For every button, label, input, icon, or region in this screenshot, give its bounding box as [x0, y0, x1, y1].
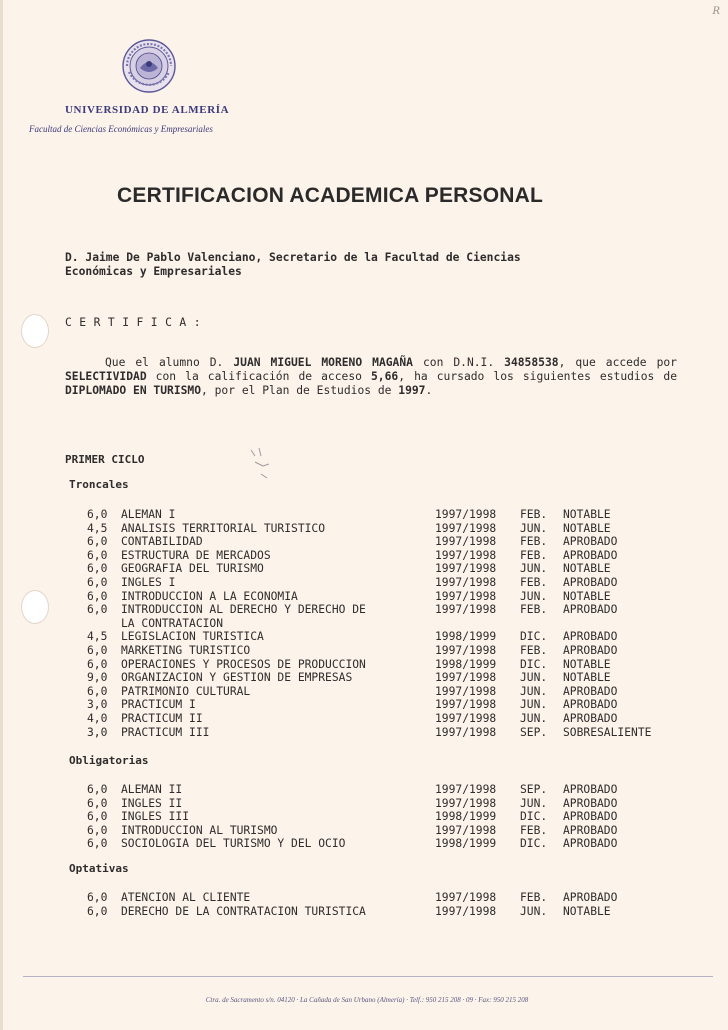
subject-grade: APROBADO: [563, 603, 618, 617]
subject-session: FEB.: [520, 508, 548, 521]
subject-credits: 6,0: [87, 783, 108, 796]
subject-credits: 3,0: [87, 725, 108, 739]
subject-session: SEP.: [520, 783, 548, 796]
section-heading: Optativas: [69, 862, 129, 875]
corner-note: R: [712, 6, 720, 17]
subject-name: ALEMAN II: [121, 783, 183, 796]
subject-credits: 6,0: [87, 810, 108, 824]
subject-credits: 9,0: [87, 671, 108, 685]
subject-grade: APROBADO: [563, 810, 618, 824]
subject-name: INGLES I: [121, 576, 176, 589]
subject-name: CONTABILIDAD: [121, 535, 203, 549]
subject-credits: 6,0: [87, 603, 108, 617]
subject-name: MARKETING TURISTICO: [121, 644, 251, 657]
subject-name: INTRODUCCION AL DERECHO Y DERECHO DE: [121, 603, 366, 617]
subject-year: 1997/1998: [435, 603, 497, 617]
secretary-statement: [65, 251, 685, 279]
footer-address: Ctra. de Sacramento s/n. 04120 · La Cañada de San Urbano (Almería) · Telf.: 950 215 208 · 09 · Fax: 950 215 208: [205, 996, 529, 1004]
intro-text: , que accede por: [558, 356, 677, 369]
subject-name: INGLES III: [121, 810, 190, 824]
subject-session: FEB.: [520, 823, 548, 837]
subject-year: 1997/1998: [435, 891, 497, 904]
intro-text: , ha cursado los siguientes estudios de: [398, 370, 677, 384]
subject-session: JUN.: [520, 904, 548, 918]
handwritten-mark-icon: [241, 444, 281, 488]
subject-name: PRACTICUM III: [121, 725, 210, 739]
intro-text: con la calificación de acceso: [146, 370, 371, 384]
punch-hole: [21, 314, 49, 348]
subject-year: 1997/1998: [435, 904, 497, 918]
subject-name: INTRODUCCION A LA ECONOMIA: [121, 589, 298, 603]
subject-year: 1997/1998: [435, 644, 497, 657]
subject-year: 1997/1998: [435, 548, 497, 562]
subject-credits: 4,5: [87, 630, 108, 644]
subject-session: FEB.: [520, 576, 548, 589]
subject-grade: APROBADO: [563, 837, 618, 851]
university-seal-icon: [121, 38, 177, 94]
subject-year: 1997/1998: [435, 725, 497, 739]
subject-grade: APROBADO: [563, 823, 618, 837]
subject-session: JUN.: [520, 712, 548, 725]
subject-year: 1998/1999: [435, 630, 497, 644]
subject-name: PATRIMONIO CULTURAL: [121, 684, 251, 698]
subject-grade: APROBADO: [563, 684, 618, 698]
subject-credits: 6,0: [87, 548, 108, 562]
subject-year: 1997/1998: [435, 671, 497, 685]
university-name: UNIVERSIDAD DE ALMERÍA: [65, 104, 230, 116]
footer-divider: [23, 976, 713, 977]
intro-text: .: [425, 384, 433, 398]
subject-credits: 4,0: [87, 712, 108, 725]
subject-grade: APROBADO: [563, 630, 618, 644]
subject-session: FEB.: [520, 535, 548, 549]
subject-year: 1997/1998: [435, 684, 497, 698]
subject-session: FEB.: [520, 644, 548, 657]
subject-session: SEP.: [520, 725, 548, 739]
page-title: CERTIFICACION ACADEMICA PERSONAL: [117, 184, 544, 207]
access-route: SELECTIVIDAD: [65, 370, 147, 384]
subject-name: ANALISIS TERRITORIAL TURISTICO: [121, 521, 326, 535]
secretary-line: Económicas y Empresariales: [65, 265, 242, 278]
intro-text: Que el alumno D.: [104, 356, 234, 369]
subject-session: DIC.: [520, 810, 548, 824]
subject-grade: NOTABLE: [563, 562, 611, 576]
subject-year: 1997/1998: [435, 562, 497, 576]
subject-credits: 6,0: [87, 837, 108, 851]
subject-year: 1998/1999: [435, 837, 497, 851]
subject-year: 1997/1998: [435, 576, 497, 589]
subject-session: FEB.: [520, 603, 548, 617]
punch-hole: [21, 590, 49, 624]
subject-credits: 6,0: [87, 904, 108, 918]
subject-session: JUN.: [520, 796, 548, 810]
subject-session: FEB.: [520, 548, 548, 562]
subject-session: FEB.: [520, 891, 548, 904]
subject-credits: 6,0: [87, 796, 108, 810]
subject-credits: 3,0: [87, 698, 108, 712]
subject-year: 1997/1998: [435, 698, 497, 712]
subject-grade: APROBADO: [563, 535, 618, 549]
subject-session: JUN.: [520, 671, 548, 685]
subject-name: PRACTICUM II: [121, 712, 203, 725]
subject-year: 1997/1998: [435, 783, 497, 796]
subject-credits: 6,0: [87, 823, 108, 837]
subject-year: 1998/1999: [435, 810, 497, 824]
subject-session: JUN.: [520, 684, 548, 698]
subject-name: SOCIOLOGIA DEL TURISMO Y DEL OCIO: [121, 837, 346, 851]
subject-credits: 6,0: [87, 657, 108, 671]
subject-name: INGLES II: [121, 796, 183, 810]
subject-grade: APROBADO: [563, 783, 618, 796]
subject-name: ALEMAN I: [121, 508, 176, 521]
degree-name: DIPLOMADO EN TURISMO: [65, 384, 202, 398]
subject-credits: 6,0: [87, 535, 108, 549]
subject-year: 1997/1998: [435, 521, 497, 535]
subject-year: 1997/1998: [435, 823, 497, 837]
certification-paragraph: [65, 356, 677, 399]
plan-year: 1997: [398, 384, 426, 398]
subject-grade: APROBADO: [563, 576, 618, 589]
subject-name: INTRODUCCION AL TURISMO: [121, 823, 278, 837]
cycle-heading: PRIMER CICLO: [65, 453, 145, 466]
subject-session: JUN.: [520, 562, 548, 576]
subject-grade: SOBRESALIENTE: [563, 725, 652, 739]
subject-name: GEOGRAFIA DEL TURISMO: [121, 562, 264, 576]
subject-grade: APROBADO: [563, 698, 618, 712]
subject-session: JUN.: [520, 698, 548, 712]
section-heading: Troncales: [69, 478, 129, 491]
subject-credits: 6,0: [87, 576, 108, 589]
subject-year: 1997/1998: [435, 589, 497, 603]
subject-grade: APROBADO: [563, 891, 618, 904]
subject-year: 1997/1998: [435, 712, 497, 725]
student-name: JUAN MIGUEL MORENO MAGAÑA: [233, 356, 413, 369]
subject-grade: APROBADO: [563, 644, 618, 657]
subject-session: JUN.: [520, 589, 548, 603]
subject-grade: NOTABLE: [563, 508, 611, 521]
subject-grade: APROBADO: [563, 712, 618, 725]
subject-year: 1998/1999: [435, 657, 497, 671]
subject-credits: 6,0: [87, 589, 108, 603]
access-grade: 5,66: [371, 370, 399, 384]
secretary-line: D. Jaime De Pablo Valenciano, Secretario de la Facultad de Ciencias: [65, 251, 521, 264]
faculty-name: Facultad de Ciencias Económicas y Empresariales: [29, 124, 213, 134]
subject-name: ORGANIZACION Y GESTION DE EMPRESAS: [121, 671, 353, 685]
subject-credits: 6,0: [87, 644, 108, 657]
intro-text: con D.N.I.: [412, 356, 505, 369]
subject-name: LA CONTRATACION: [121, 616, 224, 630]
subject-name: PRACTICUM I: [121, 698, 196, 712]
subject-year: 1997/1998: [435, 508, 497, 521]
subject-grade: NOTABLE: [563, 904, 611, 918]
subject-grade: APROBADO: [563, 548, 618, 562]
subject-credits: 6,0: [87, 891, 108, 904]
subject-name: ESTRUCTURA DE MERCADOS: [121, 548, 271, 562]
subject-grade: NOTABLE: [563, 589, 611, 603]
subject-grade: NOTABLE: [563, 521, 611, 535]
subject-grade: NOTABLE: [563, 671, 611, 685]
subject-name: ATENCION AL CLIENTE: [121, 891, 251, 904]
subject-credits: 4,5: [87, 521, 108, 535]
subject-name: DERECHO DE LA CONTRATACION TURISTICA: [121, 904, 366, 918]
subject-credits: 6,0: [87, 562, 108, 576]
subject-grade: APROBADO: [563, 796, 618, 810]
subject-year: 1997/1998: [435, 796, 497, 810]
subject-session: DIC.: [520, 837, 548, 851]
subject-credits: 6,0: [87, 684, 108, 698]
subject-credits: 6,0: [87, 508, 108, 521]
subject-session: DIC.: [520, 630, 548, 644]
certifica-label: CERTIFICA:: [65, 316, 209, 329]
subject-name: OPERACIONES Y PROCESOS DE PRODUCCION: [121, 657, 366, 671]
intro-text: , por el Plan de Estudios de: [201, 384, 399, 398]
subject-year: 1997/1998: [435, 535, 497, 549]
subject-grade: NOTABLE: [563, 657, 611, 671]
subject-session: JUN.: [520, 521, 548, 535]
subject-name: LEGISLACION TURISTICA: [121, 630, 264, 644]
subject-session: DIC.: [520, 657, 548, 671]
student-dni: 34858538: [504, 356, 559, 369]
section-heading: Obligatorias: [69, 754, 149, 767]
